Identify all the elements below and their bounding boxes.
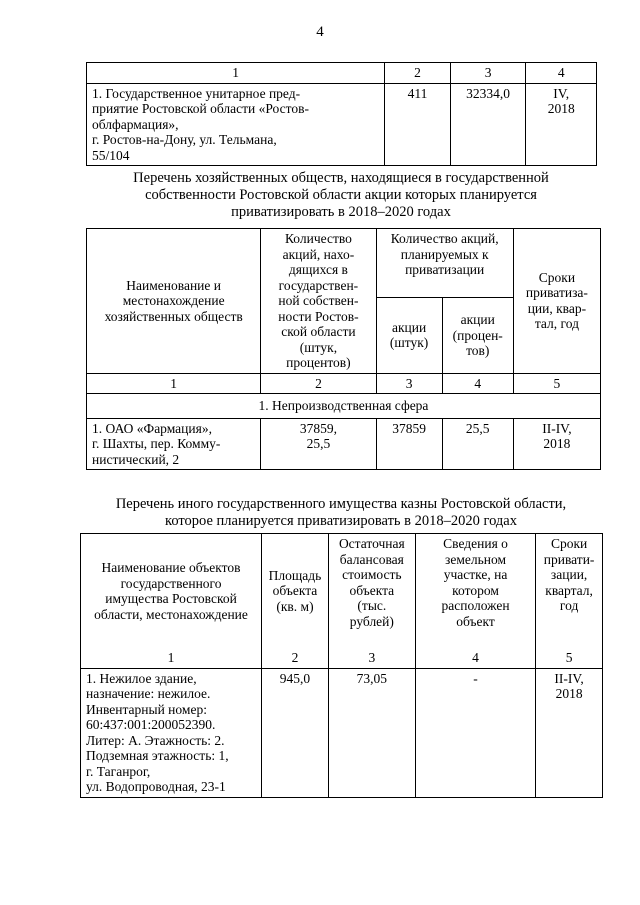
header-shares-owned: Количество акций, нахо- дящихся в государствен- ной собствен- ности Ростов- ской области (штук, процентов) [261, 229, 376, 374]
property-name-cell: 1. Нежилое здание, назначение: нежилое. Инвентарный номер: 60:437:001:200052390. Литер: А. Этажность: 2. Подземная этажность: 1, г. Таганрог, ул. Водопроводная, 23-1 [81, 668, 262, 797]
column-number: 4 [415, 648, 535, 668]
table-header-row [87, 63, 597, 84]
header-name: Наименование объектов государственного имущества Ростовской области, местонахождение [81, 534, 262, 649]
shares-pcs-cell: 37859 [376, 418, 442, 470]
column-number: 2 [262, 648, 329, 668]
header-cell: 4 [526, 63, 597, 84]
terms-cell: IV, 2018 [526, 83, 597, 166]
column-number: 5 [536, 648, 603, 668]
header-terms: Сроки приватиза- ции, квар- тал, год [513, 229, 600, 374]
column-number: 1 [81, 648, 262, 668]
shares-owned-cell: 37859, 25,5 [261, 418, 376, 470]
table-row [87, 83, 597, 166]
terms-cell: II-IV, 2018 [513, 418, 600, 470]
sphere-row [87, 394, 601, 419]
company-name-cell: 1. ОАО «Фармация», г. Шахты, пер. Комму- нистический, 2 [87, 418, 261, 470]
header-cell: 1 [87, 63, 385, 84]
land-cell: - [415, 668, 535, 797]
table-row [81, 668, 603, 797]
shares-pct-cell: 25,5 [442, 418, 513, 470]
header-terms: Сроки привати- зации, квартал, год [536, 534, 603, 649]
column-numbers-row [87, 373, 601, 394]
value-cell: 32334,0 [450, 83, 526, 166]
property-table [80, 533, 603, 798]
section-heading-companies: Перечень хозяйственных обществ, находящиеся в государственной собственности Ростовской области акции которых планируется приватизировать в 2018–2020 годах [133, 170, 549, 220]
header-shares-pct: акции (процен- тов) [442, 298, 513, 374]
column-number: 3 [328, 648, 415, 668]
header-cell: 3 [450, 63, 526, 84]
state-enterprises-table [86, 62, 597, 166]
area-cell: 945,0 [262, 668, 329, 797]
column-number: 3 [376, 373, 442, 394]
value-cell: 73,05 [328, 668, 415, 797]
column-number: 4 [442, 373, 513, 394]
header-cell: 2 [385, 63, 451, 84]
header-value: Остаточная балансовая стоимость объекта (тыс. рублей) [328, 534, 415, 649]
table-header-row [81, 534, 603, 649]
page-number: 4 [316, 24, 324, 40]
section-heading-property: Перечень иного государственного имущества казны Ростовской области, которое планируется приватизировать в 2018–2020 годах [115, 496, 567, 529]
column-numbers-row [81, 648, 603, 668]
header-shares-pcs: акции (штук) [376, 298, 442, 374]
sphere-label: 1. Непроизводственная сфера [87, 394, 601, 419]
terms-cell: II-IV, 2018 [536, 668, 603, 797]
enterprise-name-cell: 1. Государственное унитарное пред- приятие Ростовской области «Ростов- облфармация», г. Ростов-на-Дону, ул. Тельмана, 55/104 [87, 83, 385, 166]
header-name: Наименование и местонахождение хозяйственных обществ [87, 229, 261, 374]
column-number: 1 [87, 373, 261, 394]
column-number: 5 [513, 373, 600, 394]
column-number: 2 [261, 373, 376, 394]
value-cell: 411 [385, 83, 451, 166]
table-header-row [87, 229, 601, 298]
table-row [87, 418, 601, 470]
header-land: Сведения о земельном участке, на котором расположен объект [415, 534, 535, 649]
header-shares-planned: Количество акций, планируемых к приватизации [376, 229, 513, 298]
header-area: Площадь объекта (кв. м) [262, 534, 329, 649]
companies-table [86, 228, 601, 470]
